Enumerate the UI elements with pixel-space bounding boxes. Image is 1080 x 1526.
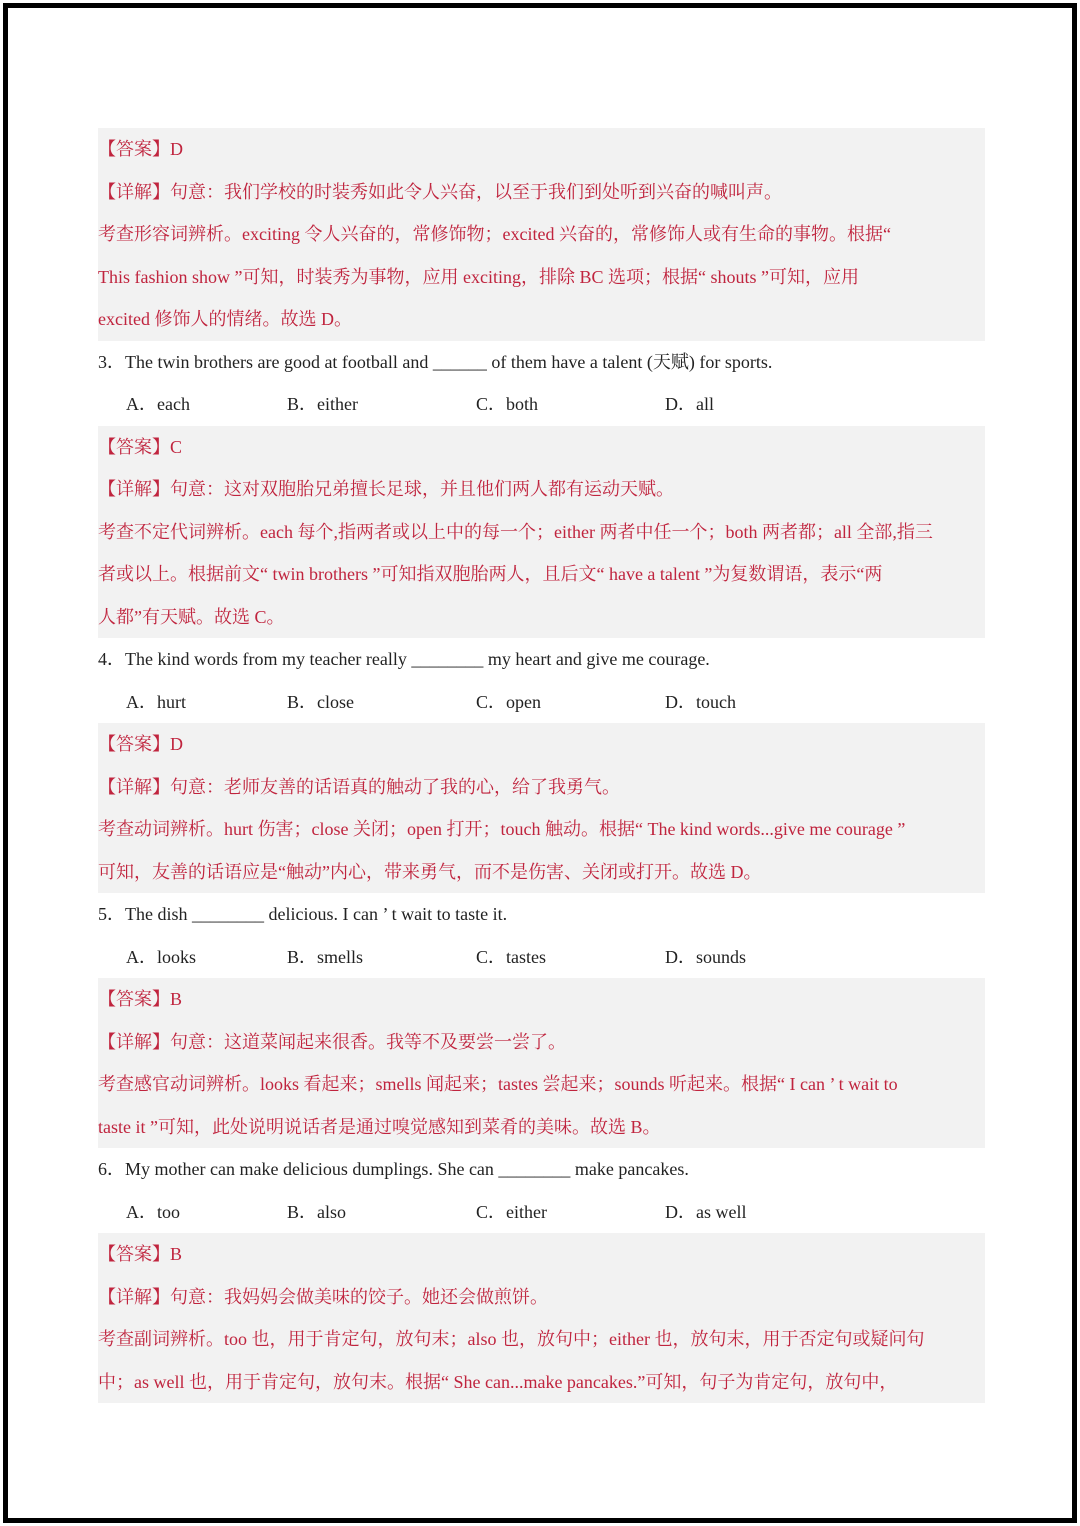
- answer-box: [98, 978, 985, 1148]
- detail-line: 【详解】句意：我妈妈会做美味的饺子。她还会做煎饼。: [98, 1286, 548, 1307]
- option-d: D．touch: [665, 691, 736, 712]
- detail-line: 可知，友善的话语应是“触动”内心，带来勇气，而不是伤害、关闭或打开。故选 D。: [98, 861, 762, 882]
- detail-line: 考查动词辨析。hurt 伤害；close 关闭；open 打开；touch 触动。根据“ The kind words...give me courage ”: [98, 819, 906, 839]
- question-5: 5．The dish ________ delicious. I can ’ t wait to taste it.: [98, 904, 508, 924]
- option-a: A．each: [126, 394, 190, 414]
- detail-line: 【详解】句意：我们学校的时装秀如此令人兴奋，以至于我们到处听到兴奋的喊叫声。: [98, 181, 782, 202]
- detail-line: 人都”有天赋。故选 C。: [98, 606, 285, 627]
- question-6: 6．My mother can make delicious dumplings. She can ________ make pancakes.: [98, 1159, 689, 1179]
- option-c: C．either: [476, 1201, 547, 1222]
- answer-line: 【答案】C: [98, 436, 183, 457]
- detail-line: 考查感官动词辨析。looks 看起来；smells 闻起来；tastes 尝起来；sounds 听起来。根据“ I can ’ t wait to: [98, 1074, 898, 1094]
- option-d: D．as well: [665, 1201, 747, 1222]
- detail-line: This fashion show ”可知，时装秀为事物，应用 exciting，排除 BC 选项；根据“ shouts ”可知，应用: [98, 266, 859, 287]
- answer-box: [98, 1233, 985, 1403]
- question-3: 3．The twin brothers are good at football and ______ of them have a talent (天赋) for sports.: [98, 351, 773, 372]
- detail-line: 中；as well 也，用于肯定句，放句末。根据“ She can...make pancakes.”可知，句子为肯定句，放句中，: [98, 1371, 898, 1392]
- detail-line: taste it ”可知，此处说明说话者是通过嗅觉感知到菜肴的美味。故选 B。: [98, 1116, 661, 1137]
- detail-line: excited 修饰人的情绪。故选 D。: [98, 309, 352, 329]
- option-b: B．close: [287, 691, 354, 712]
- option-d: D．sounds: [665, 946, 747, 967]
- option-c: C．both: [476, 394, 539, 414]
- answer-line: 【答案】D: [98, 139, 183, 159]
- option-d: D．all: [665, 394, 714, 414]
- detail-line: 考查形容词辨析。exciting 令人兴奋的，常修饰物；excited 兴奋的，常修饰人或有生命的事物。根据“: [98, 224, 891, 244]
- options-3: [98, 383, 985, 426]
- options-4: [98, 681, 985, 724]
- answer-line: 【答案】D: [98, 734, 183, 754]
- option-a: A．too: [126, 1201, 180, 1222]
- detail-line: 【详解】句意：这对双胞胎兄弟擅长足球，并且他们两人都有运动天赋。: [98, 479, 674, 499]
- option-b: B．also: [287, 1201, 347, 1222]
- document-content: [98, 128, 985, 1403]
- option-b: B．either: [287, 394, 358, 414]
- option-a: A．looks: [126, 946, 197, 967]
- question-4: 4．The kind words from my teacher really ________ my heart and give me courage.: [98, 649, 710, 669]
- detail-line: 考查不定代词辨析。each 每个,指两者或以上中的每一个；either 两者中任一个；both 两者都；all 全部,指三: [98, 521, 933, 542]
- option-c: C．tastes: [476, 946, 546, 967]
- answer-box: [98, 426, 985, 639]
- answer-line: 【答案】B: [98, 1244, 183, 1264]
- detail-line: 者或以上。根据前文“ twin brothers ”可知指双胞胎两人，且后文“ have a talent ”为复数谓语，表示“两: [98, 564, 883, 584]
- detail-line: 【详解】句意：老师友善的话语真的触动了我的心，给了我勇气。: [98, 776, 620, 797]
- detail-line: 【详解】句意：这道菜闻起来很香。我等不及要尝一尝了。: [98, 1031, 566, 1052]
- option-b: B．smells: [287, 946, 364, 967]
- options-5: [98, 936, 985, 979]
- answer-box: [98, 723, 985, 893]
- options-6: [98, 1191, 985, 1234]
- option-c: C．open: [476, 691, 541, 712]
- answer-line: 【答案】B: [98, 989, 183, 1009]
- answer-box: [98, 128, 985, 341]
- option-a: A．hurt: [126, 691, 186, 712]
- detail-line: 考查副词辨析。too 也，用于肯定句，放句末；also 也，放句中；either 也，放句末，用于否定句或疑问句: [98, 1329, 925, 1349]
